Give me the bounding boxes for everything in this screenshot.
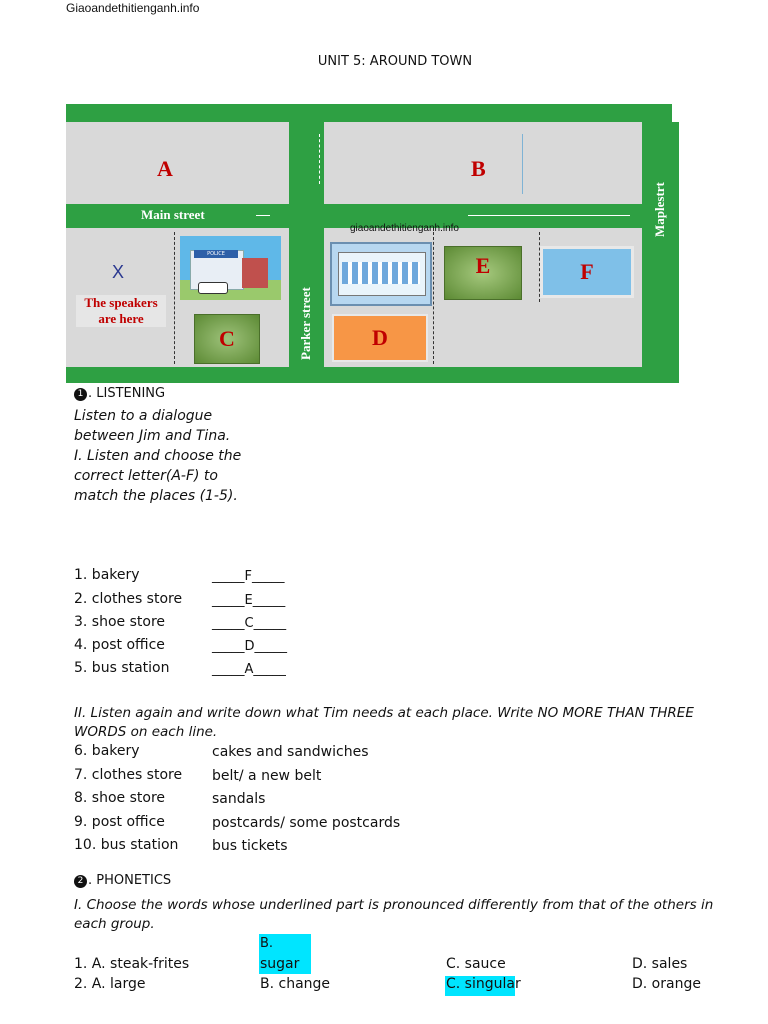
phonetics-number: 2: [74, 875, 87, 888]
question-place: bus station: [87, 660, 170, 676]
instr-line: WORDS on each line.: [74, 724, 218, 740]
question-place: bakery: [87, 743, 140, 759]
listening-number: 1: [74, 388, 87, 401]
question-place: shoe store: [87, 790, 166, 806]
block-c: [194, 314, 260, 364]
speakers-line-1: The speakers: [84, 295, 158, 310]
q1-option-d: D. sales: [632, 956, 688, 972]
part2-instruction: [74, 704, 694, 742]
dash-mid: [433, 232, 434, 364]
block-f: [540, 246, 634, 298]
question-place: post office: [87, 637, 165, 653]
police-sign: POLICE: [194, 250, 238, 258]
q1-a-text: steak-frites: [105, 956, 190, 972]
speakers-label: [76, 295, 166, 327]
block-c-letter: C: [219, 326, 235, 351]
q1-number: 1. A.: [74, 956, 106, 972]
question-number: 10.: [74, 837, 97, 853]
listening-heading: [74, 386, 165, 401]
phonetics-heading: [74, 873, 171, 888]
page-title: UNIT 5: AROUND TOWN: [317, 54, 473, 69]
b-divider: [522, 134, 523, 194]
block-a-letter: A: [157, 156, 173, 181]
question-row: [74, 660, 170, 676]
question-place: post office: [87, 814, 165, 830]
answer-5: _____A_____: [212, 662, 286, 677]
question-number: 8.: [74, 790, 88, 806]
q2-a-text: large: [105, 976, 146, 992]
q2-option-a: [74, 976, 146, 992]
question-place: bus station: [96, 837, 179, 853]
map-watermark: giaoandethitienganh.info: [350, 223, 459, 234]
intro-line: correct letter(A-F) to: [74, 468, 218, 484]
listening-intro: [74, 406, 241, 506]
question-row: [74, 790, 165, 806]
question-row: [74, 767, 182, 783]
instr-line: each group.: [74, 916, 155, 932]
question-number: 4.: [74, 637, 88, 653]
q1-b-label: B.: [260, 936, 274, 951]
parker-dash-top: [319, 134, 320, 184]
question-row: [74, 591, 182, 607]
main-dash-2: [468, 215, 630, 216]
block-d-letter: D: [372, 325, 388, 350]
question-number: 7.: [74, 767, 88, 783]
answer-4: _____D_____: [212, 639, 288, 654]
top-road: [66, 104, 679, 122]
listening-title: . LISTENING: [88, 386, 166, 401]
town-map: [66, 104, 679, 383]
question-row: [74, 743, 140, 759]
question-row: [74, 837, 178, 853]
question-number: 3.: [74, 614, 88, 630]
main-dash-1: [256, 215, 270, 216]
dash-left: [174, 232, 175, 364]
question-row: [74, 637, 165, 653]
block-d: [332, 314, 428, 362]
phonetics-instruction: [74, 896, 713, 934]
intro-line: match the places (1-5).: [74, 488, 238, 504]
intro-line: Listen to a dialogue: [74, 408, 213, 424]
speakers-line-2: are here: [98, 311, 144, 326]
q2-number: 2. A.: [74, 976, 106, 992]
answer-7: belt/ a new belt: [212, 768, 322, 784]
question-row: [74, 567, 140, 583]
q2-option-c: C. singular: [446, 976, 521, 992]
store-picture: [330, 242, 432, 306]
question-number: 9.: [74, 814, 88, 830]
police-station-picture: [180, 236, 281, 300]
block-e-letter: E: [475, 253, 491, 278]
intro-line: I. Listen and choose the: [74, 448, 242, 464]
speakers-marker: X: [112, 262, 125, 282]
q1-option-b: sugar: [260, 956, 300, 972]
question-place: clothes store: [87, 591, 183, 607]
map-corner: [672, 104, 679, 122]
question-row: [74, 814, 165, 830]
main-street-label: Main street: [141, 207, 205, 222]
q1-option-a: [74, 956, 189, 972]
block-e: [444, 246, 522, 300]
maple-street-road: [642, 104, 679, 383]
answer-1: _____F_____: [212, 569, 285, 584]
block-b-letter: B: [471, 156, 486, 181]
q2-option-d: D. orange: [632, 976, 701, 992]
answer-6: cakes and sandwiches: [212, 744, 369, 760]
block-f-letter: F: [580, 259, 594, 284]
answer-10: bus tickets: [212, 838, 288, 854]
parker-street-label: Parker street: [298, 287, 313, 360]
q1-option-c: C. sauce: [446, 956, 506, 972]
maple-street-label: Maplestrt: [652, 182, 667, 237]
site-name: Giaoandethitienganh.info: [66, 1, 200, 15]
answer-9: postcards/ some postcards: [212, 815, 401, 831]
question-place: bakery: [87, 567, 140, 583]
answer-2: _____E_____: [212, 593, 286, 608]
instr-line: I. Choose the words whose underlined part is pronounced differently from that of the others in: [74, 897, 714, 913]
question-place: clothes store: [87, 767, 183, 783]
question-number: 6.: [74, 743, 88, 759]
bottom-road: [66, 367, 679, 383]
intro-line: between Jim and Tina.: [74, 428, 231, 444]
answer-8: sandals: [212, 791, 266, 807]
instr-line: II. Listen again and write down what Tim needs at each place. Write NO MORE THAN THREE: [74, 705, 694, 721]
answer-3: _____C_____: [212, 616, 287, 631]
question-number: 5.: [74, 660, 88, 676]
q2-option-b: B. change: [260, 976, 331, 992]
phonetics-title: . PHONETICS: [88, 873, 172, 888]
question-row: [74, 614, 165, 630]
question-place: shoe store: [87, 614, 166, 630]
question-number: 1.: [74, 567, 88, 583]
question-number: 2.: [74, 591, 88, 607]
